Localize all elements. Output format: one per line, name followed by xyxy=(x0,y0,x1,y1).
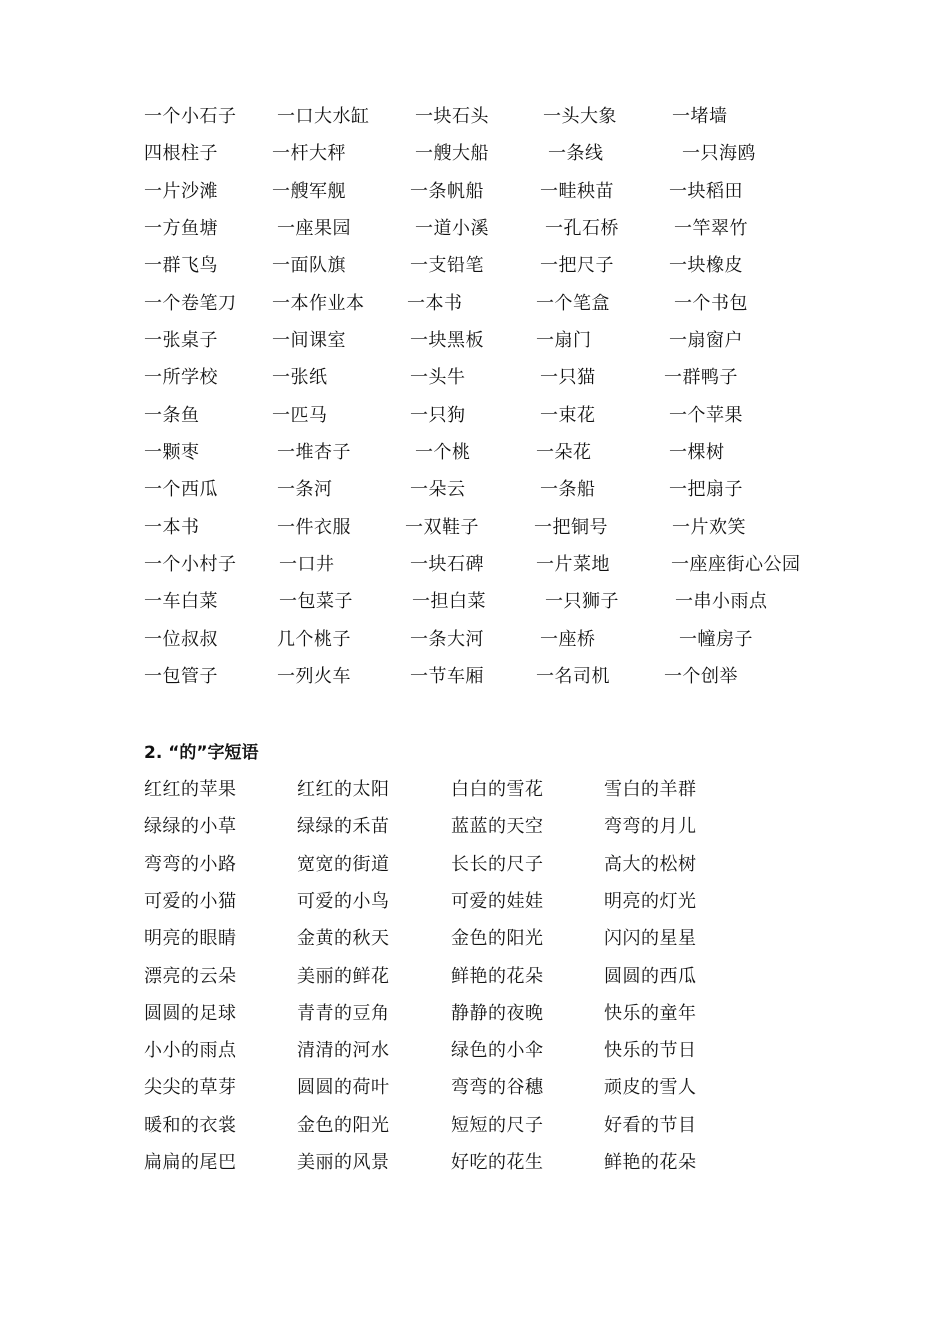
de-phrase-item: 好吃的花生 xyxy=(451,1152,544,1173)
measure-word-item: 一把扇子 xyxy=(669,479,743,501)
de-phrase-item: 闪闪的星星 xyxy=(604,928,697,950)
de-phrase-item: 静静的夜晚 xyxy=(451,1002,544,1024)
measure-word-item: 一块石碑 xyxy=(410,553,484,575)
de-phrase-item: 快乐的节日 xyxy=(604,1040,697,1062)
de-phrase-item: 金色的阳光 xyxy=(297,1114,390,1136)
measure-word-item: 一方鱼塘 xyxy=(144,217,218,239)
measure-word-item: 一位叔叔 xyxy=(144,628,218,650)
measure-word-item: 一件衣服 xyxy=(277,516,351,538)
measure-word-item: 一朵云 xyxy=(410,479,466,501)
measure-word-item: 一道小溪 xyxy=(415,217,489,239)
measure-word-item: 一节车厢 xyxy=(410,665,484,687)
de-phrase-item: 长长的尺子 xyxy=(451,853,544,875)
de-phrase-row xyxy=(0,962,950,992)
measure-word-item: 一张纸 xyxy=(272,367,328,389)
measure-word-item: 一杆大秤 xyxy=(272,143,346,165)
de-phrase-item: 圆圆的西瓜 xyxy=(604,965,697,987)
de-phrase-item: 金色的阳光 xyxy=(451,928,544,950)
measure-word-item: 一串小雨点 xyxy=(675,591,768,613)
measure-word-item: 一面队旗 xyxy=(272,255,346,277)
measure-word-row xyxy=(0,251,950,281)
measure-word-row xyxy=(0,177,950,207)
measure-word-item: 一个桃 xyxy=(415,441,471,463)
measure-word-row xyxy=(0,363,950,393)
measure-word-item: 一车白菜 xyxy=(144,591,218,613)
measure-word-item: 一块橡皮 xyxy=(669,255,743,277)
measure-word-row xyxy=(0,513,950,543)
measure-word-item: 一条大河 xyxy=(410,628,484,650)
measure-word-row xyxy=(0,214,950,244)
measure-word-item: 一孔石桥 xyxy=(545,217,619,239)
measure-word-item: 一群飞鸟 xyxy=(144,255,218,277)
measure-word-item: 一竿翠竹 xyxy=(674,217,748,239)
measure-word-row xyxy=(0,438,950,468)
measure-word-item: 一个西瓜 xyxy=(144,479,218,501)
de-phrase-item: 鲜艳的花朵 xyxy=(451,965,544,987)
de-phrase-item: 暖和的衣裳 xyxy=(144,1114,237,1136)
de-phrase-item: 好看的节目 xyxy=(604,1114,697,1136)
measure-word-item: 一只猫 xyxy=(540,367,596,389)
measure-word-item: 几个桃子 xyxy=(277,628,351,650)
measure-word-item: 一口井 xyxy=(279,553,335,575)
measure-word-item: 一本书 xyxy=(407,292,463,314)
de-phrase-item: 弯弯的谷穗 xyxy=(451,1077,544,1099)
measure-word-row xyxy=(0,662,950,692)
measure-word-item: 一个小石子 xyxy=(144,106,237,127)
measure-word-item: 一畦秧苗 xyxy=(540,180,614,202)
measure-word-item: 一只狮子 xyxy=(545,591,619,613)
measure-word-item: 一包菜子 xyxy=(279,591,353,613)
de-phrase-item: 绿绿的小草 xyxy=(144,816,237,838)
measure-word-item: 一幢房子 xyxy=(679,628,753,650)
section-heading-de-phrases: 2. “的”字短语 xyxy=(144,743,259,763)
measure-word-item: 一只狗 xyxy=(410,404,466,426)
de-phrase-item: 红红的苹果 xyxy=(144,779,237,800)
de-phrase-item: 绿绿的禾苗 xyxy=(297,816,390,838)
de-phrase-item: 雪白的羊群 xyxy=(604,779,697,800)
de-phrase-item: 青青的豆角 xyxy=(297,1002,390,1024)
measure-word-item: 一条帆船 xyxy=(410,180,484,202)
measure-word-item: 一堆杏子 xyxy=(277,441,351,463)
de-phrase-item: 宽宽的街道 xyxy=(297,853,390,875)
measure-word-row xyxy=(0,326,950,356)
measure-word-item: 一口大水缸 xyxy=(277,106,370,127)
measure-word-item: 一扇门 xyxy=(536,329,592,351)
measure-word-item: 一本作业本 xyxy=(272,292,365,314)
measure-word-row xyxy=(0,625,950,655)
de-phrase-item: 美丽的鲜花 xyxy=(297,965,390,987)
de-phrase-item: 圆圆的足球 xyxy=(144,1002,237,1024)
de-phrase-item: 可爱的小猫 xyxy=(144,890,237,912)
measure-word-item: 一朵花 xyxy=(536,441,592,463)
de-phrase-item: 尖尖的草芽 xyxy=(144,1077,237,1099)
measure-word-row xyxy=(0,102,950,132)
measure-word-item: 一条线 xyxy=(548,143,604,165)
measure-word-item: 一头牛 xyxy=(410,367,466,389)
measure-word-item: 一座果园 xyxy=(277,217,351,239)
measure-word-item: 一张桌子 xyxy=(144,329,218,351)
de-phrase-item: 鲜艳的花朵 xyxy=(604,1152,697,1173)
de-phrase-row xyxy=(0,812,950,842)
de-phrase-item: 蓝蓝的天空 xyxy=(451,816,544,838)
measure-word-item: 一块稻田 xyxy=(669,180,743,202)
measure-word-item: 一棵树 xyxy=(669,441,725,463)
measure-word-item: 一匹马 xyxy=(272,404,328,426)
measure-word-row xyxy=(0,587,950,617)
measure-word-item: 一片欢笑 xyxy=(672,516,746,538)
measure-word-row xyxy=(0,139,950,169)
de-phrase-item: 美丽的风景 xyxy=(297,1152,390,1173)
de-phrase-item: 顽皮的雪人 xyxy=(604,1077,697,1099)
measure-word-row xyxy=(0,289,950,319)
measure-word-item: 四根柱子 xyxy=(144,143,218,165)
measure-word-item: 一堵墙 xyxy=(672,106,728,127)
de-phrase-row xyxy=(0,775,950,805)
de-phrase-item: 清清的河水 xyxy=(297,1040,390,1062)
measure-word-item: 一群鸭子 xyxy=(664,367,738,389)
de-phrase-item: 圆圆的荷叶 xyxy=(297,1077,390,1099)
de-phrase-item: 小小的雨点 xyxy=(144,1040,237,1062)
de-phrase-item: 可爱的小鸟 xyxy=(297,890,390,912)
measure-word-item: 一把铜号 xyxy=(534,516,608,538)
de-phrase-item: 扁扁的尾巴 xyxy=(144,1152,237,1173)
de-phrase-item: 高大的松树 xyxy=(604,853,697,875)
de-phrase-item: 明亮的眼睛 xyxy=(144,928,237,950)
measure-word-item: 一片菜地 xyxy=(536,553,610,575)
de-phrase-item: 漂亮的云朵 xyxy=(144,965,237,987)
de-phrase-row xyxy=(0,999,950,1029)
measure-word-item: 一块石头 xyxy=(415,106,489,127)
measure-word-item: 一片沙滩 xyxy=(144,180,218,202)
measure-word-item: 一条船 xyxy=(540,479,596,501)
de-phrase-row xyxy=(0,850,950,880)
measure-word-item: 一条鱼 xyxy=(144,404,200,426)
de-phrase-item: 红红的太阳 xyxy=(297,779,390,800)
measure-word-item: 一艘军舰 xyxy=(272,180,346,202)
measure-word-item: 一支铅笔 xyxy=(410,255,484,277)
measure-word-item: 一个书包 xyxy=(674,292,748,314)
measure-word-row xyxy=(0,401,950,431)
de-phrase-item: 绿色的小伞 xyxy=(451,1040,544,1062)
measure-word-item: 一担白菜 xyxy=(412,591,486,613)
de-phrase-item: 金黄的秋天 xyxy=(297,928,390,950)
measure-word-item: 一包管子 xyxy=(144,665,218,687)
measure-word-item: 一本书 xyxy=(144,516,200,538)
de-phrase-item: 明亮的灯光 xyxy=(604,890,697,912)
de-phrase-row xyxy=(0,1036,950,1066)
measure-word-item: 一双鞋子 xyxy=(405,516,479,538)
measure-word-item: 一个苹果 xyxy=(669,404,743,426)
measure-word-item: 一个卷笔刀 xyxy=(144,292,237,314)
measure-word-item: 一座座街心公园 xyxy=(671,553,801,575)
measure-word-item: 一只海鸥 xyxy=(682,143,756,165)
de-phrase-item: 白白的雪花 xyxy=(451,779,544,800)
de-phrase-item: 短短的尺子 xyxy=(451,1114,544,1136)
measure-word-item: 一颗枣 xyxy=(144,441,200,463)
measure-word-item: 一个创举 xyxy=(664,665,738,687)
de-phrase-item: 快乐的童年 xyxy=(604,1002,697,1024)
de-phrase-row xyxy=(0,1148,950,1178)
de-phrase-row xyxy=(0,1111,950,1141)
measure-word-item: 一座桥 xyxy=(540,628,596,650)
de-phrase-row xyxy=(0,924,950,954)
de-phrase-item: 弯弯的小路 xyxy=(144,853,237,875)
measure-word-item: 一把尺子 xyxy=(540,255,614,277)
de-phrase-row xyxy=(0,887,950,917)
measure-word-item: 一列火车 xyxy=(277,665,351,687)
measure-word-item: 一艘大船 xyxy=(415,143,489,165)
measure-word-row xyxy=(0,550,950,580)
measure-word-item: 一头大象 xyxy=(543,106,617,127)
measure-word-item: 一个笔盒 xyxy=(536,292,610,314)
measure-word-item: 一间课室 xyxy=(272,329,346,351)
measure-word-item: 一束花 xyxy=(540,404,596,426)
measure-word-row xyxy=(0,475,950,505)
measure-word-item: 一个小村子 xyxy=(144,553,237,575)
measure-word-item: 一扇窗户 xyxy=(669,329,743,351)
measure-word-item: 一所学校 xyxy=(144,367,218,389)
measure-word-item: 一块黑板 xyxy=(410,329,484,351)
de-phrase-item: 弯弯的月儿 xyxy=(604,816,697,838)
measure-word-item: 一名司机 xyxy=(536,665,610,687)
measure-word-item: 一条河 xyxy=(277,479,333,501)
de-phrase-row xyxy=(0,1073,950,1103)
de-phrase-item: 可爱的娃娃 xyxy=(451,890,544,912)
